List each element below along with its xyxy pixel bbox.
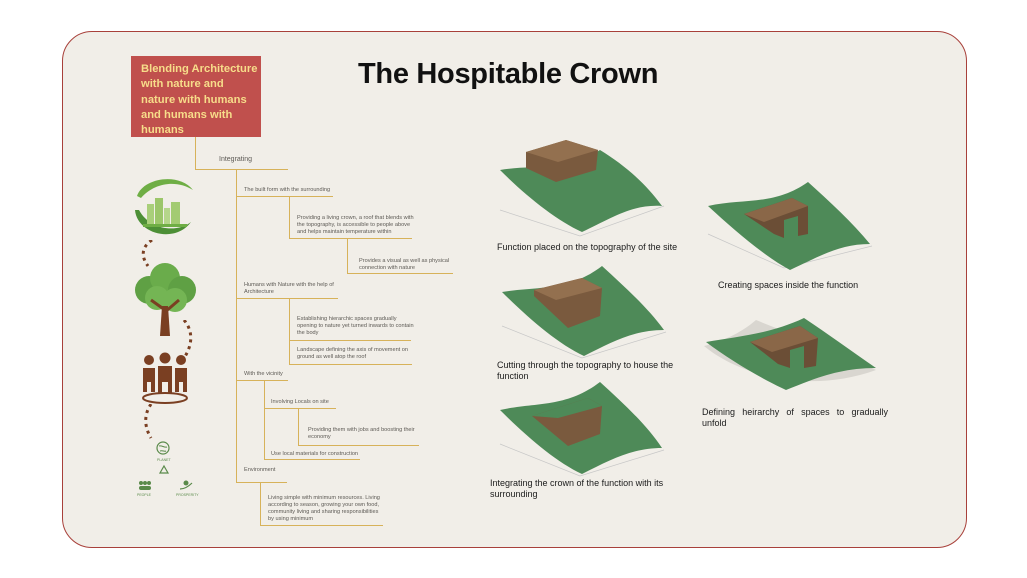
tree-line	[264, 408, 336, 409]
community-people-icon	[139, 352, 191, 408]
tree-line	[260, 525, 383, 526]
tree-line	[236, 170, 237, 483]
tree-line	[289, 299, 290, 364]
tree-line	[236, 298, 338, 299]
tree-item: Establishing hierarchic spaces gradually opening to nature yet turned inwards to contain the body	[297, 316, 414, 336]
tree-line	[195, 169, 288, 170]
tree-line	[195, 137, 196, 170]
tree-item: With the vicinity	[244, 371, 283, 377]
diagram-spaces-inside-function	[704, 176, 874, 272]
tree-line	[236, 380, 288, 381]
tree-line	[289, 340, 411, 341]
people-icon	[137, 480, 153, 492]
recycle-icon	[157, 464, 171, 478]
people-label: PEOPLE	[137, 493, 152, 497]
tree-item: Providing them with jobs and boosting their economy	[308, 427, 415, 440]
caption-defining-heirarchy: Defining heirarchy of spaces to gradually unfold	[702, 407, 888, 428]
tree-item: The built form with the surrounding	[244, 187, 331, 193]
caption-creating-spaces: Creating spaces inside the function	[718, 280, 859, 290]
page-title: The Hospitable Crown	[358, 58, 659, 90]
planet-icon	[155, 440, 171, 456]
tree-item: Involving Locals on site	[271, 399, 329, 405]
headline-text: Blending Architecture with nature and nature with humans and humans with humans	[141, 63, 258, 137]
diagram-integrating-crown	[496, 374, 666, 478]
headline-box	[131, 56, 261, 137]
prosperity-label: PROSPERITY	[176, 493, 199, 497]
tree-item: Humans with Nature with the help of Architecture	[244, 282, 334, 295]
caption-cutting-topography: Cutting through the topography to house the function	[497, 360, 674, 381]
planet-label: PLANET	[157, 458, 171, 462]
caption-function-placed: Function placed on the topography of the site	[497, 242, 678, 252]
tree-line	[289, 364, 412, 365]
eco-city-icon	[127, 174, 199, 242]
tree-line	[264, 459, 360, 460]
diagram-function-on-topography	[496, 136, 666, 240]
tree-line	[298, 445, 419, 446]
tree-item: Environment	[244, 467, 276, 473]
tree-item: Living simple with minimum resources. Living according to season, growing your own food, community living and sharing responsibilities by using minimum	[268, 495, 380, 522]
tree-line	[236, 196, 333, 197]
tree-line	[260, 483, 261, 526]
tree-item: Provides a visual as well as physical connection with nature	[359, 258, 450, 271]
tree-line	[236, 482, 287, 483]
tree-line	[289, 238, 412, 239]
tree-line	[298, 409, 299, 446]
tree-item: Use local materials for construction	[271, 451, 359, 457]
tree-line	[264, 381, 265, 459]
tree-line	[347, 239, 348, 274]
diagram-hierarchy-of-spaces	[700, 316, 880, 396]
caption-integrating-crown: Integrating the crown of the function with its surrounding	[490, 478, 664, 499]
diagram-cutting-topography	[498, 262, 668, 360]
tree-line	[347, 273, 453, 274]
tree-line	[289, 197, 290, 238]
tree-root: Integrating	[219, 156, 253, 163]
tree-item: Landscape defining the axis of movement on ground as well atop the roof	[297, 347, 409, 360]
prosperity-icon	[178, 479, 194, 491]
dotted-path-icon	[141, 404, 157, 440]
tree-item: Providing a living crown, a roof that blends with the topography, is accessible to people above and helps maintain temperature within	[297, 215, 414, 235]
